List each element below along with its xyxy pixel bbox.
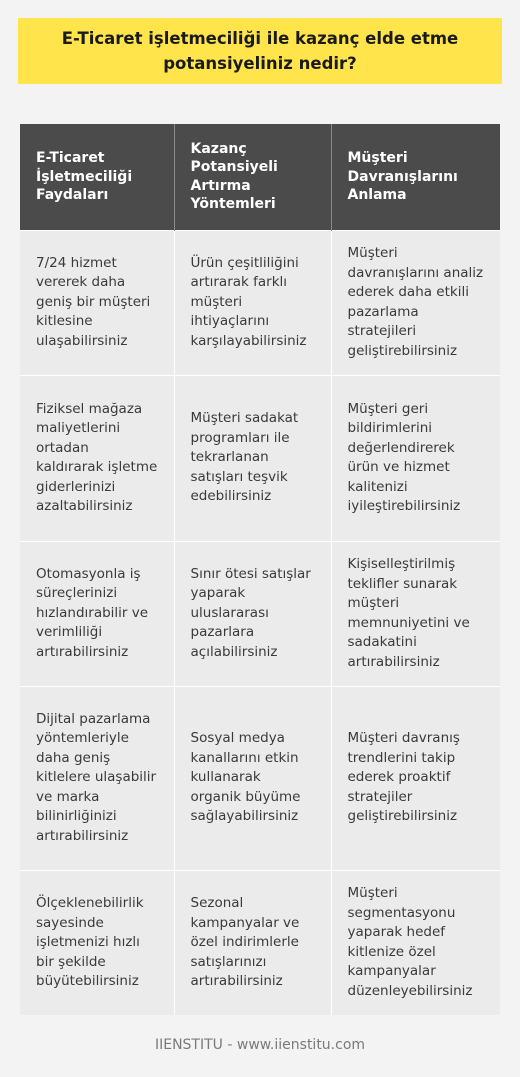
- table-cell: 7/24 hizmet vererek daha geniş bir müşteri kitlesine ulaşabilirsiniz: [20, 230, 174, 375]
- table-cell: Müşteri davranışlarını analiz ederek daha etkili pazarlama stratejileri geliştirebilirsiniz: [331, 230, 500, 375]
- page-title: E-Ticaret işletmeciliği ile kazanç elde etme potansiyeliniz nedir?: [61, 29, 459, 73]
- table-cell: Sınır ötesi satışlar yaparak uluslararası pazarlara açılabilirsiniz: [174, 541, 331, 686]
- table-header-row: [20, 124, 500, 230]
- table-cell: Otomasyonla iş süreçlerinizi hızlandırabilir ve verimliliği artırabilirsiniz: [20, 541, 174, 686]
- table-row: [20, 870, 500, 1015]
- table-row: [20, 375, 500, 541]
- column-header-customer-behavior: Müşteri Davranışlarını Anlama: [331, 124, 500, 230]
- table-cell: Fiziksel mağaza maliyetlerini ortadan kaldırarak işletme giderlerinizi azaltabilirsiniz: [20, 375, 174, 541]
- table-cell: Kişiselleştirilmiş teklifler sunarak müşteri memnuniyetini ve sadakatini artırabilirsiniz: [331, 541, 500, 686]
- table-cell: Sezonal kampanyalar ve özel indirimlerle satışlarınızı artırabilirsiniz: [174, 870, 331, 1015]
- table-cell: Dijital pazarlama yöntemleriyle daha geniş kitlelere ulaşabilir ve marka bilinirliğinizi artırabilirsiniz: [20, 686, 174, 870]
- table-row: [20, 686, 500, 870]
- table-cell: Sosyal medya kanallarını etkin kullanarak organik büyüme sağlayabilirsiniz: [174, 686, 331, 870]
- comparison-table: [20, 124, 500, 1015]
- column-header-benefits: E-Ticaret İşletmeciliği Faydaları: [20, 124, 174, 230]
- column-header-methods: Kazanç Potansiyeli Artırma Yöntemleri: [174, 124, 331, 230]
- table-cell: Müşteri segmentasyonu yaparak hedef kitlenize özel kampanyalar düzenleyebilirsiniz: [331, 870, 500, 1015]
- table-row: [20, 541, 500, 686]
- table-cell: Müşteri geri bildirimlerini değerlendirerek ürün ve hizmet kalitenizi iyileştirebilirsiniz: [331, 375, 500, 541]
- table-cell: Ölçeklenebilirlik sayesinde işletmenizi hızlı bir şekilde büyütebilirsiniz: [20, 870, 174, 1015]
- table-cell: Müşteri sadakat programları ile tekrarlanan satışları teşvik edebilirsiniz: [174, 375, 331, 541]
- title-banner: [18, 18, 502, 84]
- table-cell: Ürün çeşitliliğini artırarak farklı müşteri ihtiyaçlarını karşılayabilirsiniz: [174, 230, 331, 375]
- table-row: [20, 230, 500, 375]
- table-cell: Müşteri davranış trendlerini takip ederek proaktif stratejiler geliştirebilirsiniz: [331, 686, 500, 870]
- footer-credit: IIENSTITU - www.iienstitu.com: [154, 1037, 366, 1053]
